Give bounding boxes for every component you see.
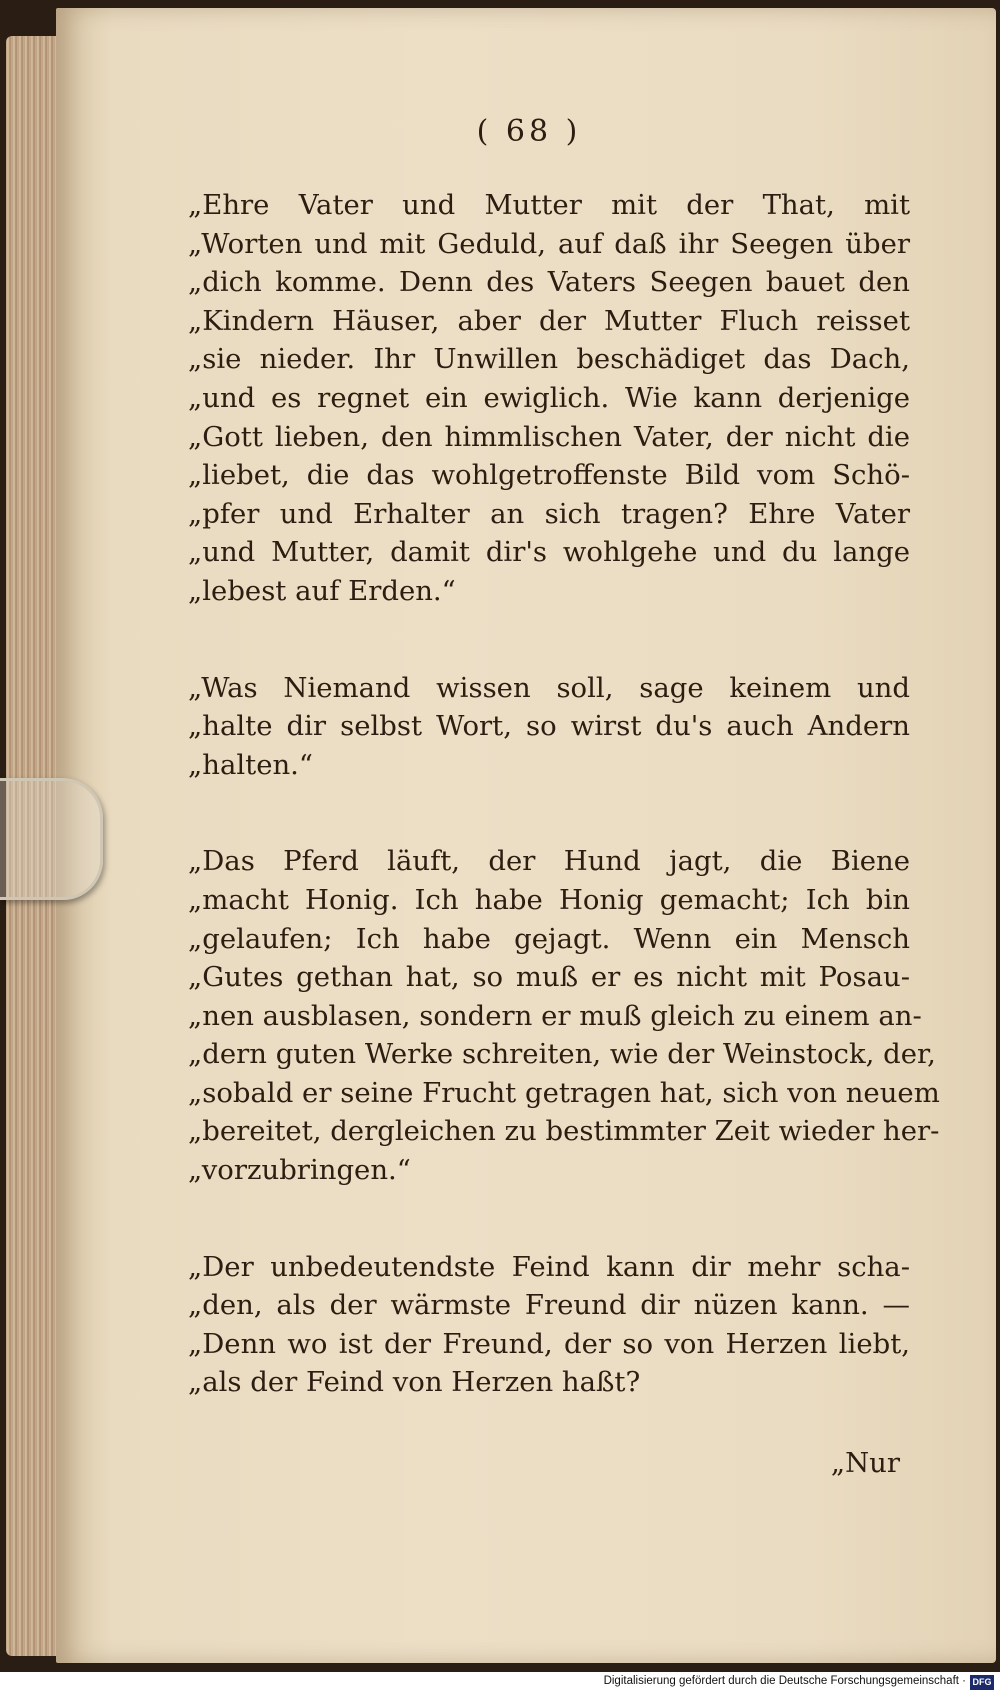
text-line: „Gutes gethan hat, so muß er es nicht mit Posau- xyxy=(188,961,910,994)
text-line: „Was Niemand wissen soll, sage keinem und xyxy=(188,671,910,704)
text-line: „halte dir selbst Wort, so wirst du's auch Andern xyxy=(188,710,910,743)
paragraph xyxy=(188,1248,910,1402)
text-line: „halten.“ xyxy=(188,748,313,781)
paragraph xyxy=(188,669,910,785)
catchword: „Nur xyxy=(830,1447,900,1480)
text-line: „macht Honig. Ich habe Honig gemacht; Ich bin xyxy=(188,883,910,916)
text-line: „den, als der wärmste Freund dir nüzen kann. — xyxy=(188,1289,910,1322)
text-line: „sie nieder. Ihr Unwillen beschädiget das Dach, xyxy=(188,343,910,376)
page-clip xyxy=(0,778,103,900)
text-line: „und Mutter, damit dir's wohlgehe und du lange xyxy=(188,536,910,569)
page-text xyxy=(188,112,940,1483)
paragraphs xyxy=(188,186,940,1402)
text-line: „dern guten Werke schreiten, wie der Weinstock, der, xyxy=(188,1038,936,1071)
paragraph xyxy=(188,186,910,611)
text-line: „dich komme. Denn des Vaters Seegen bauet den xyxy=(188,266,910,299)
dfg-logo-icon: DFG xyxy=(970,1675,994,1690)
text-line: „nen ausblasen, sondern er muß gleich zu einem an- xyxy=(188,999,922,1032)
text-line: „lebest auf Erden.“ xyxy=(188,574,456,607)
text-line: „bereitet, dergleichen zu bestimmter Zeit wieder her- xyxy=(188,1115,940,1148)
text-line: „sobald er seine Frucht getragen hat, sich von neuem xyxy=(188,1076,940,1109)
footer-bar xyxy=(0,1672,1000,1695)
paragraph xyxy=(188,842,940,1189)
text-line: „Der unbedeutendste Feind kann dir mehr scha- xyxy=(188,1250,910,1283)
text-line: „liebet, die das wohlgetroffenste Bild vom Schö- xyxy=(188,459,910,492)
text-line: „Denn wo ist der Freund, der so von Herzen liebt, xyxy=(188,1327,910,1360)
text-line: „Gott lieben, den himmlischen Vater, der nicht die xyxy=(188,420,910,453)
text-line: „und es regnet ein ewiglich. Wie kann derjenige xyxy=(188,381,910,414)
text-line: „gelaufen; Ich habe gejagt. Wenn ein Mensch xyxy=(188,922,910,955)
page-number: ( 68 ) xyxy=(476,114,582,149)
text-line: „Das Pferd läuft, der Hund jagt, die Biene xyxy=(188,845,910,878)
text-line: „pfer und Erhalter an sich tragen? Ehre Vater xyxy=(188,497,910,530)
text-line: „vorzubringen.“ xyxy=(188,1154,411,1187)
text-line: „Worten und mit Geduld, auf daß ihr Seegen über xyxy=(188,227,910,260)
text-line: „als der Feind von Herzen haßt? xyxy=(188,1366,641,1399)
footer-credit: Digitalisierung gefördert durch die Deutsche Forschungsgemeinschaft · xyxy=(603,1675,966,1687)
text-line: „Ehre Vater und Mutter mit der That, mit xyxy=(188,189,910,221)
text-line: „Kindern Häuser, aber der Mutter Fluch reisset xyxy=(188,304,910,337)
